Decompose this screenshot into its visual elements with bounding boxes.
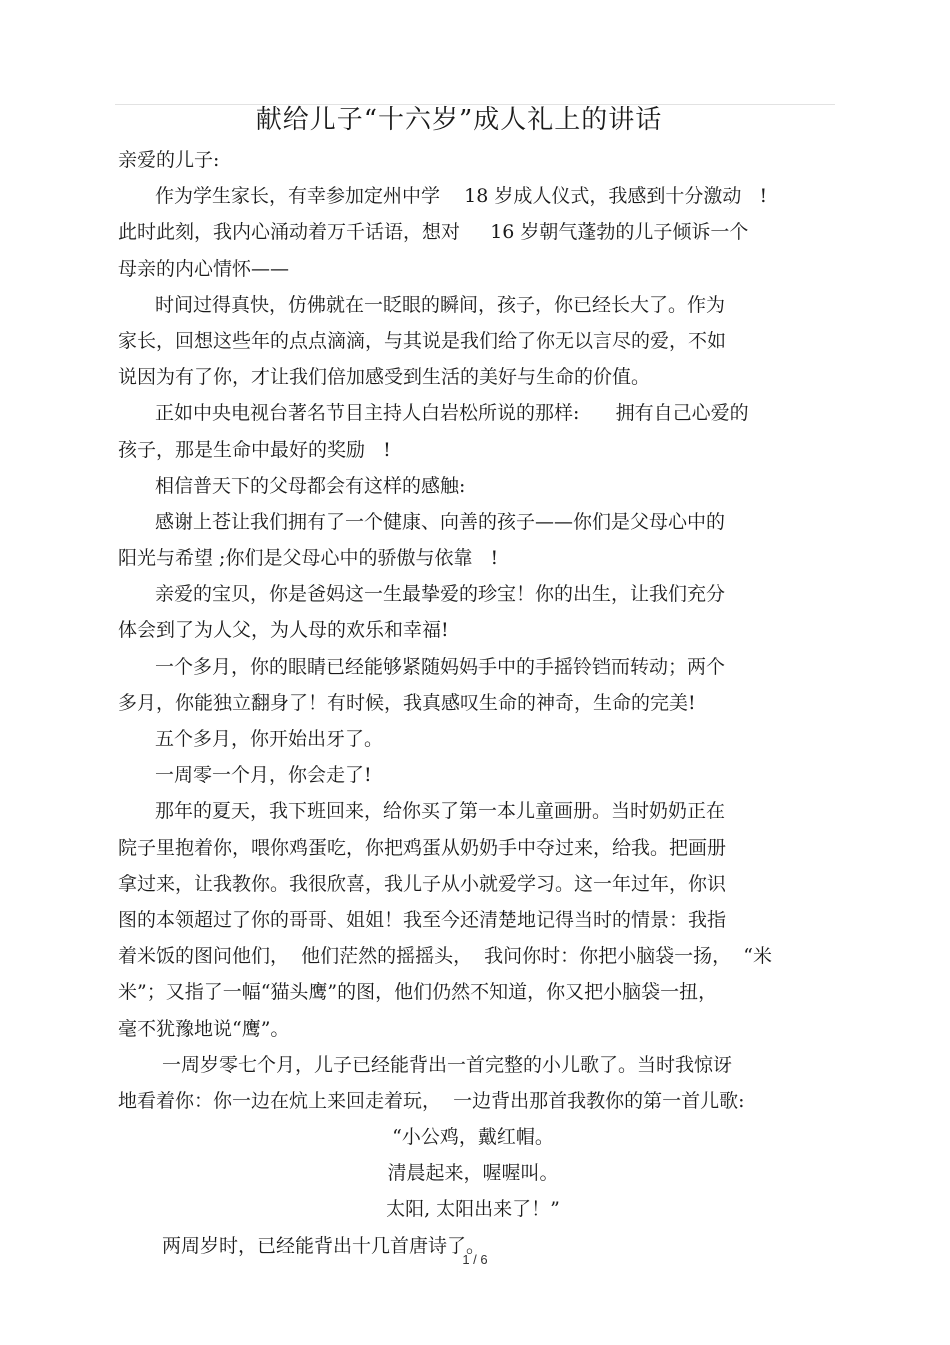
text-line: 毫不犹豫地说“鹰”。 [118, 1017, 290, 1040]
text-line: 院子里抱着你，喂你鸡蛋吃，你把鸡蛋从奶奶手中夺过来，给我。把画册 [118, 836, 727, 859]
text-line: 作为学生家长，有幸参加定州中学 18 岁成人仪式，我感到十分激动 ! [155, 185, 768, 208]
text-line: 母亲的内心情怀—— [118, 257, 290, 280]
salutation-line: 亲爱的儿子: [118, 149, 220, 171]
text-line: 五个多月，你开始出牙了。 [155, 728, 384, 750]
text-line: 拿过来，让我教你。我很欣喜，我儿子从小就爱学习。这一年过年，你识 [118, 872, 727, 895]
text-line: 两周岁时，已经能背出十几首唐诗了。 [162, 1234, 486, 1257]
text-line: 家长，回想这些年的点点滴滴，与其说是我们给了你无以言尽的爱，不如 [118, 329, 727, 352]
text-line: 正如中央电视台著名节目主持人白岩松所说的那样: 拥有自己心爱的 [155, 402, 749, 425]
text-line: 体会到了为人父，为人母的欢乐和幸福! [118, 619, 449, 642]
text-line: 时间过得真快，仿佛就在一眨眼的瞬间，孩子，你已经长大了。作为 [155, 293, 726, 316]
poem-line: 太阳, 太阳出来了！” [386, 1198, 560, 1221]
text-line: 相信普天下的父母都会有这样的感触: [155, 474, 466, 497]
poem-line: 清晨起来，喔喔叫。 [387, 1162, 559, 1185]
text-line: 亲爱的宝贝，你是爸妈这一生最挚爱的珍宝！你的出生，让我们充分 [155, 583, 726, 606]
text-line: 一周零一个月，你会走了! [155, 764, 372, 787]
text-line: 一个多月，你的眼睛已经能够紧随妈妈手中的手摇铃铛而转动；两个 [155, 655, 726, 678]
document-body [118, 142, 838, 1264]
document-title: 献给儿子“十六岁”成人礼上的讲话 [255, 105, 663, 135]
text-line: 一周岁零七个月，儿子已经能背出一首完整的小儿歌了。当时我惊讶 [162, 1053, 733, 1076]
text-line: 着米饭的图问他们， 他们茫然的摇摇头， 我问你时：你把小脑袋一扬， “米 [118, 945, 772, 968]
text-line: 感谢上苍让我们拥有了一个健康、向善的孩子——你们是父母心中的 [155, 510, 726, 533]
text-line: 阳光与希望 ;你们是父母心中的骄傲与依靠 ! [118, 547, 499, 570]
text-line: 说因为有了你，才让我们倍加感受到生活的美好与生命的价值。 [118, 366, 651, 389]
text-line: 孩子，那是生命中最好的奖励 ! [118, 438, 391, 461]
text-line: 地看着你：你一边在炕上来回走着玩， 一边背出那首我教你的第一首儿歌: [118, 1089, 745, 1112]
text-line: 那年的夏天，我下班回来，给你买了第一本儿童画册。当时奶奶正在 [155, 800, 726, 823]
text-line: 米”；又指了一幅“猫头鹰”的图，他们仍然不知道，你又把小脑袋一扭， [118, 981, 718, 1004]
page-number: 1 / 6 [462, 1252, 488, 1267]
text-line: 多月，你能独立翻身了！有时候，我真感叹生命的神奇，生命的完美! [118, 691, 696, 714]
text-line: 此时此刻，我内心涌动着万千话语，想对 16 岁朝气蓬勃的儿子倾诉一个 [118, 221, 749, 244]
text-line: 图的本领超过了你的哥哥、姐姐！我至今还清楚地记得当时的情景：我指 [118, 908, 727, 931]
poem-line: “小公鸡，戴红帽。 [392, 1126, 554, 1149]
